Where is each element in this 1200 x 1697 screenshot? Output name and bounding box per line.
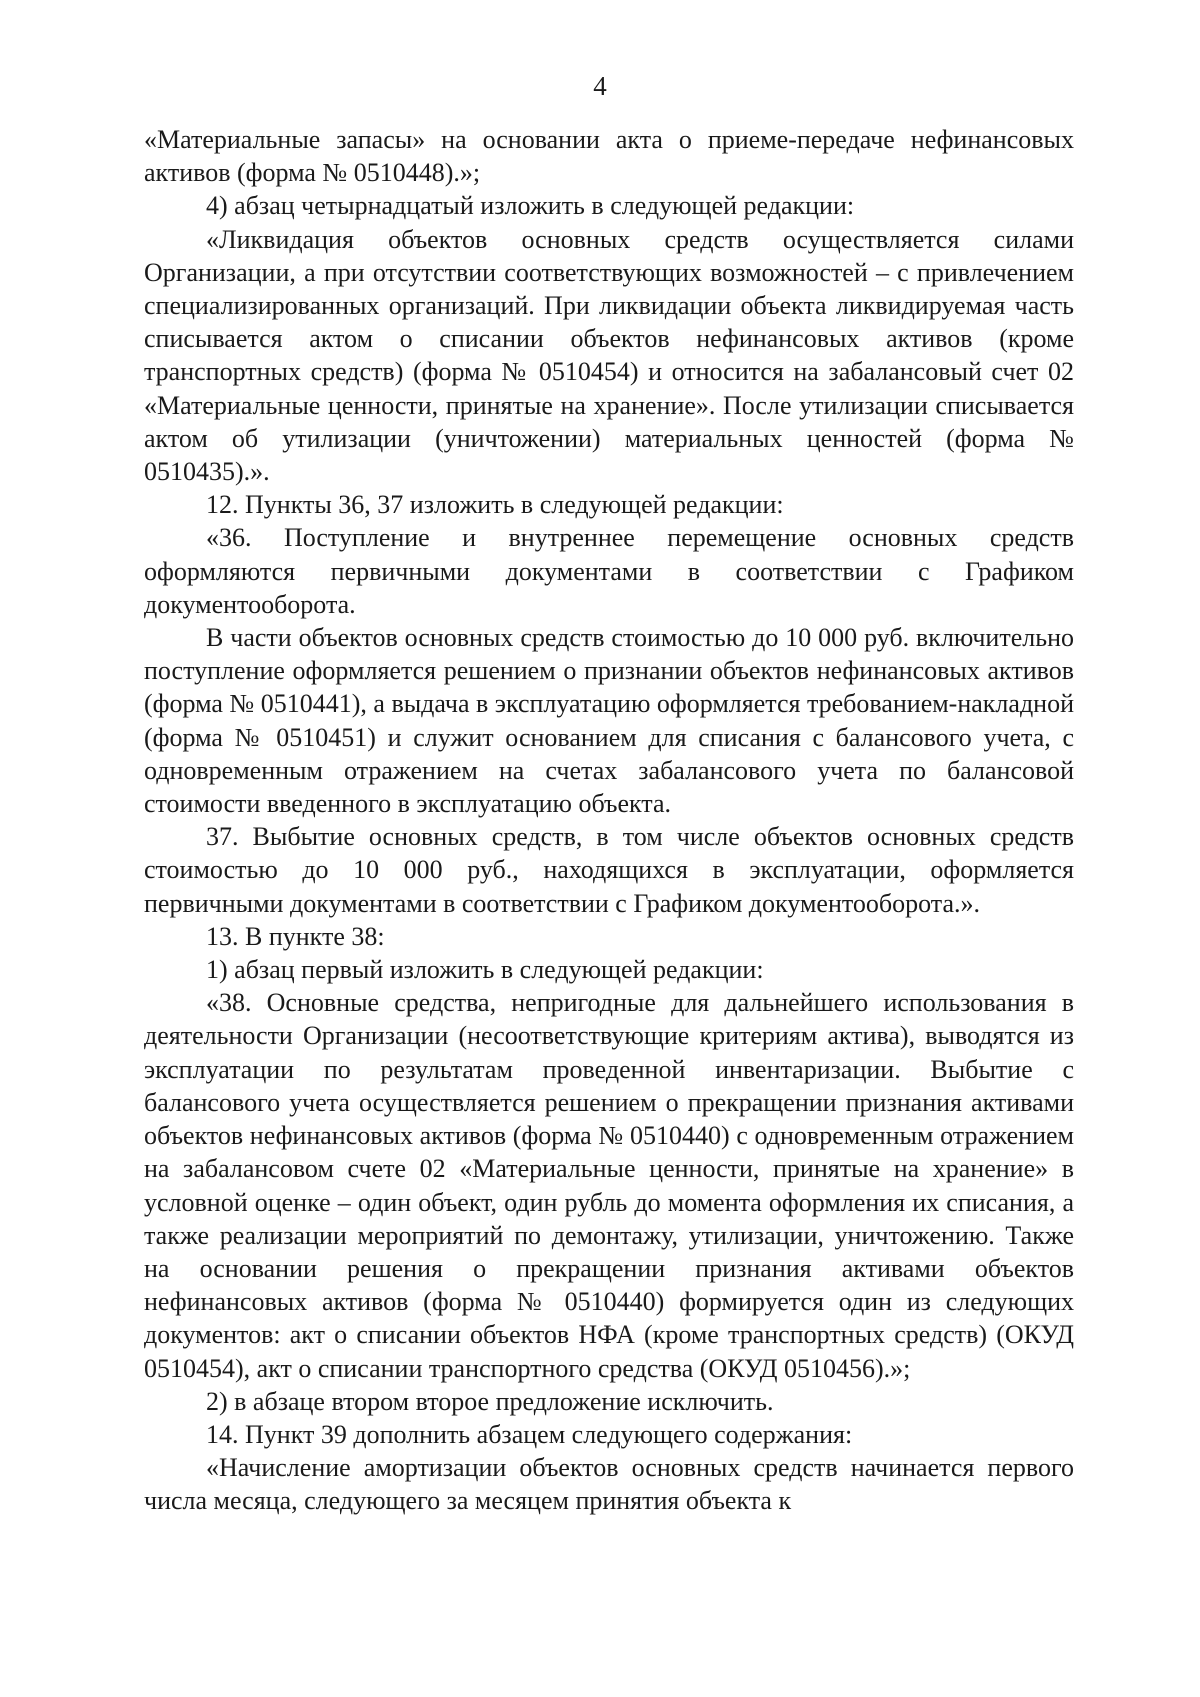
- paragraph: 12. Пункты 36, 37 изложить в следующей редакции:: [206, 490, 784, 520]
- paragraph: 2) в абзаце втором второе предложение исключить.: [206, 1386, 774, 1416]
- paragraph: 14. Пункт 39 дополнить абзацем следующего содержания:: [206, 1419, 853, 1449]
- paragraph: 13. В пункте 38:: [206, 921, 385, 951]
- paragraph: 37. Выбытие основных средств, в том числе объектов основных средств стоимостью до 10 000 руб., находящихся в эксплуатации, оформляется первичными документами в соответствии с Графиком документооборота.».: [144, 822, 1074, 918]
- paragraph: «36. Поступление и внутреннее перемещение основных средств оформляются первичными документами в соответствии с Графиком документооборота.: [144, 523, 1074, 619]
- paragraph: 4) абзац четырнадцатый изложить в следующей редакции:: [206, 191, 855, 221]
- paragraph: «Начисление амортизации объектов основных средств начинается первого числа месяца, следующего за месяцем принятия объекта к: [144, 1453, 1074, 1516]
- paragraph: «38. Основные средства, непригодные для дальнейшего использования в деятельности Организации (несоответствующие критериям актива), выводятся из эксплуатации по результатам проведенной инвентаризации. Выбытие с балансового учета осуществляется решением о прекращении признания активами объектов нефинансовых активов (форма № 0510440) с одновременным отражением на забалансовом счете 02 «Материальные ценности, принятые на хранение» в условной оценке – один объект, один рубль до момента оформления их списания, а также реализации мероприятий по демонтажу, утилизации, уничтожению. Также на основании решения о прекращении признания активами объектов нефинансовых активов (форма № 0510440) формируется один из следующих документов: акт о списании объектов НФА (кроме транспортных средств) (ОКУД 0510454), акт о списании транспортного средства (ОКУД 0510456).»;: [144, 988, 1074, 1383]
- document-body: [144, 123, 1074, 1518]
- paragraph: 1) абзац первый изложить в следующей редакции:: [206, 955, 764, 985]
- paragraph: «Ликвидация объектов основных средств осуществляется силами Организации, а при отсутствии соответствующих возможностей – с привлечением специализированных организаций. При ликвидации объекта ликвидируемая часть списывается актом о списании объектов нефинансовых активов (кроме транспортных средств) (форма № 0510454) и относится на забалансовый счет 02 «Материальные ценности, принятые на хранение». После утилизации списывается актом об утилизации (уничтожении) материальных ценностей (форма № 0510435).».: [144, 224, 1074, 487]
- page-number: 4: [593, 71, 607, 101]
- paragraph: В части объектов основных средств стоимостью до 10 000 руб. включительно поступление оформляется решением о признании объектов нефинансовых активов (форма № 0510441), а выдача в эксплуатацию оформляется требованием-накладной (форма № 0510451) и служит основанием для списания с балансового учета, с одновременным отражением на счетах забалансового учета по балансовой стоимости введенного в эксплуатацию объекта.: [144, 623, 1074, 819]
- paragraph: «Материальные запасы» на основании акта о приеме-передаче нефинансовых активов (форма № 0510448).»;: [144, 125, 1074, 188]
